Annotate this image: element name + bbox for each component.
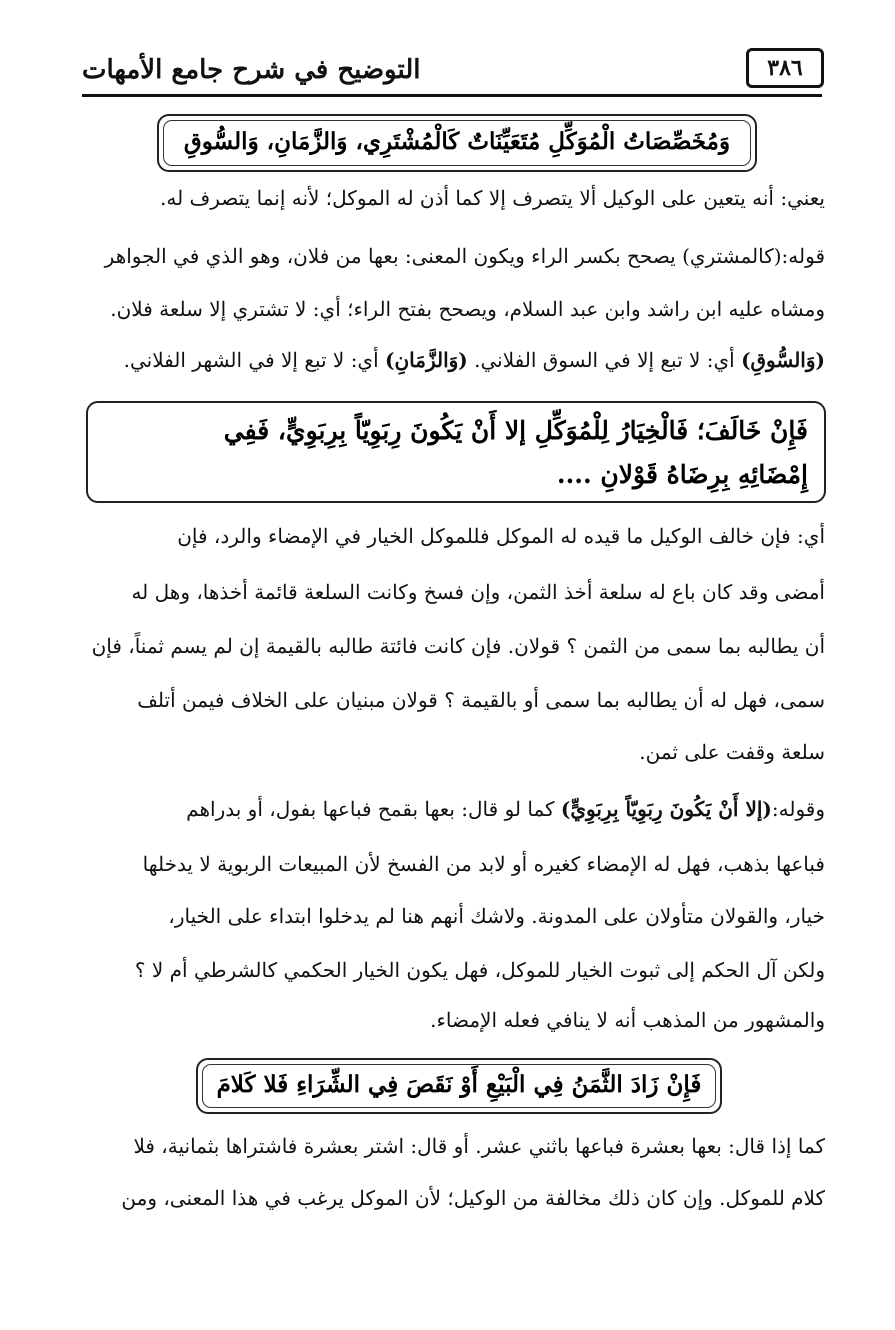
keyword-zaman: (وَالزَّمَانِ) [385, 348, 468, 372]
matn-box-2 [86, 401, 826, 503]
body-line-p4-2: أمضى وقد كان باع له سلعة أخذ الثمن، وإن فسخ وكانت السلعة قائمة أخذها، وهل له [131, 580, 825, 604]
p3-text-1: أي: لا تبع إلا في السوق الفلاني. [467, 348, 742, 372]
p5-prefix: وقوله: [771, 797, 825, 821]
body-line-p5-5: والمشهور من المذهب أنه لا ينافي فعله الإمضاء. [430, 1008, 825, 1032]
keyword-ribawi: (إلا أَنْ يَكُونَ رِبَوِيّاً بِرِبَوِيٍّ) [560, 797, 772, 821]
body-line-p6-1: كما إذا قال: بعها بعشرة فباعها باثني عشر. أو قال: اشتر بعشرة فاشتراها بثمانية، فلا [133, 1134, 825, 1158]
body-line-p4-5: سلعة وقفت على ثمن. [639, 740, 825, 764]
body-line-p6-2: كلام للموكل. وإن كان ذلك مخالفة من الوكيل؛ لأن الموكل يرغب في هذا المعنى، ومن [121, 1186, 825, 1210]
body-line-p3-1 [124, 348, 825, 372]
p3-text-2: أي: لا تبع إلا في الشهر الفلاني. [123, 348, 385, 372]
keyword-souq: (وَالسُّوقِ) [741, 348, 825, 372]
matn-box-1 [157, 114, 757, 172]
matn-box-3 [196, 1058, 722, 1114]
body-line-p5-1 [186, 797, 825, 821]
body-line-p4-1: أي: فإن خالف الوكيل ما قيده له الموكل فللموكل الخيار في الإمضاء والرد، فإن [177, 524, 825, 548]
body-line-p5-4: ولكن آل الحكم إلى ثبوت الخيار للموكل، فهل يكون الخيار الحكمي كالشرطي أم لا ؟ [134, 958, 825, 982]
book-title: التوضيح في شرح جامع الأمهات [82, 55, 421, 85]
page-number: ٣٨٦ [746, 48, 824, 88]
body-line-p4-4: سمى، فهل له أن يطالبه بما سمى أو بالقيمة ؟ قولان مبنيان على الخلاف فيمن أتلف [137, 688, 825, 712]
header-rule [82, 94, 822, 97]
body-line-p5-3: خيار، والقولان متأولان على المدونة. ولاشك أنهم هنا لم يدخلوا ابتداء على الخيار، [168, 904, 825, 928]
matn-text-2-line-1: فَإِنْ خَالَفَ؛ فَالْخِيَارُ لِلْمُوَكِّلِ إلا أَنْ يَكُونَ رِبَوِيّاً بِرِبَوِيٍّ، فَفِي [223, 416, 808, 445]
matn-text-2-line-2: إِمْضَائِهِ بِرِضَاهُ قَوْلانِ .... [556, 460, 808, 489]
matn-box-1-inner-border [163, 120, 751, 166]
page-header [82, 46, 824, 96]
body-line-p2-2: ومشاه عليه ابن راشد وابن عبد السلام، ويصحح بفتح الراء؛ أي: لا تشتري إلا سلعة فلان. [110, 297, 825, 321]
matn-text-1: وَمُخَصِّصَاتُ الْمُوَكِّلِ مُتَعَيِّنَاتٌ كَالْمُشْتَرِي، وَالزَّمَانِ، وَالسُّوقِ [183, 128, 731, 155]
body-line-p4-3: أن يطالبه بما سمى من الثمن ؟ قولان. فإن كانت فائتة طالبه بالقيمة إن لم يسم ثمناً، فإن [91, 634, 825, 658]
body-line-p5-2: فباعها بذهب، فهل له الإمضاء كغيره أو لابد من الفسخ لأن المبيعات الربوية لا يدخلها [142, 852, 825, 876]
matn-text-3: فَإِنْ زَادَ الثَّمَنُ فِي الْبَيْعِ أَوْ نَقَصَ فِي الشِّرَاءِ فَلا كَلامَ [216, 1071, 702, 1098]
p5-rest: كما لو قال: بعها بقمح فباعها بفول، أو بدراهم [186, 797, 561, 821]
matn-box-3-inner-border [202, 1064, 716, 1108]
body-line-p2-1: قوله:(كالمشتري) يصحح بكسر الراء ويكون المعنى: بعها من فلان، وهو الذي في الجواهر [104, 244, 825, 268]
body-line-p1-1: يعني: أنه يتعين على الوكيل ألا يتصرف إلا كما أذن له الموكل؛ لأنه إنما يتصرف له. [160, 186, 825, 210]
